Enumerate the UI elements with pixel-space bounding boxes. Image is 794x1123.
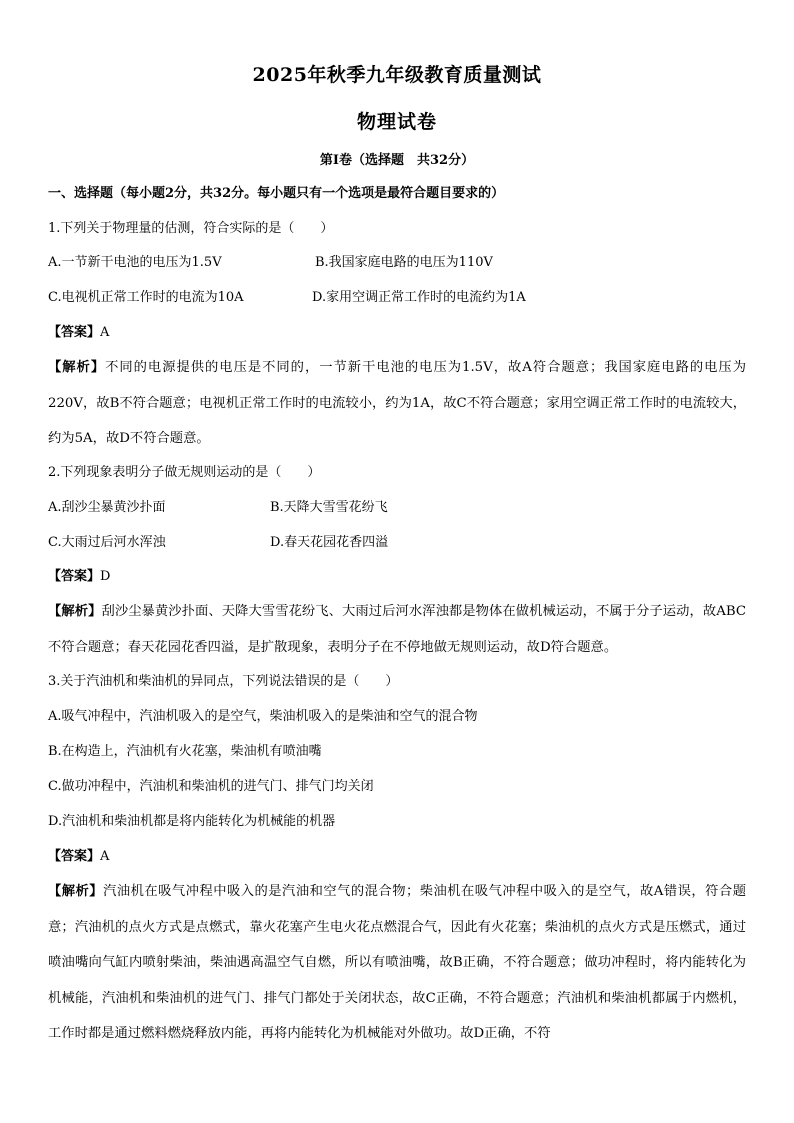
q3-stem: 3.关于汽油机和柴油机的异同点，下列说法错误的是（ ） [48,674,399,689]
q1-analysis-tag: 【解析】 [48,360,106,375]
q1-answer-value: A [100,325,110,340]
q2-option-d: D.春天花园花香四溢 [270,535,389,550]
q2-analysis [48,594,746,665]
exam-title: 2025年秋季九年级教育质量测试 [252,64,542,86]
q2-option-b: B.天降大雪雪花纷飞 [270,500,388,515]
q1-analysis [48,350,746,457]
q1-option-a: A.一节新干电池的电压为1.5V [48,255,222,270]
q3-option-c: C.做功冲程中，汽油机和柴油机的进气门、排气门均关闭 [48,779,374,794]
q1-analysis-text: 不同的电源提供的电压是不同的，一节新干电池的电压为1.5V，故A符合题意；我国家庭电路的电压为220V，故B不符合题意；电视机正常工作时的电流较小，约为1A，故C不符合题意；家用空调正常工作时的电流较大，约为5A，故D不符合题意。 [48,360,746,446]
q2-analysis-text: 刮沙尘暴黄沙扑面、天降大雪雪花纷飞、大雨过后河水浑浊都是物体在做机械运动，不属于分子运动，故ABC不符合题意；春天花园花香四溢，是扩散现象，表明分子在不停地做无规则运动，故D符合题意。 [48,604,747,655]
q3-answer-tag: 【答案】 [48,849,101,864]
q3-option-d: D.汽油机和柴油机都是将内能转化为机械能的机器 [48,814,336,829]
q3-analysis-text: 汽油机在吸气冲程中吸入的是汽油和空气的混合物；柴油机在吸气冲程中吸入的是空气，故A错误，符合题意；汽油机的点火方式是点燃式，靠火花塞产生电火花点燃混合气，因此有火花塞；柴油机的点火方式是压燃式，通过喷油嘴向气缸内喷射柴油，柴油遇高温空气自燃，所以有喷油嘴，故B正确，不符合题意；做功冲程时，将内能转化为机械能，汽油机和柴油机的进气门、排气门都处于关闭状态，故C正确，不符合题意；汽油机和柴油机都属于内燃机，工作时都是通过燃料燃烧释放内能，再将内能转化为机械能对外做功。故D正确，不符 [48,884,746,1041]
q2-analysis-tag: 【解析】 [48,604,102,619]
q2-answer-value: D [100,569,111,584]
q2-option-a: A.刮沙尘暴黄沙扑面 [48,500,166,515]
q1-answer [48,323,748,343]
q3-option-b: B.在构造上，汽油机有火花塞，柴油机有喷油嘴 [48,744,322,759]
q1-option-d: D.家用空调正常工作时的电流约为1A [312,290,526,305]
section-heading: 一、选择题（每小题2分，共32分。每小题只有一个选项是最符合题目要求的） [48,186,505,201]
q1-option-b: B.我国家庭电路的电压为110V [315,255,493,270]
volume-heading: 第Ⅰ卷（选择题 共32分） [319,153,475,168]
subject-title: 物理试卷 [356,111,437,133]
q2-option-c: C.大雨过后河水浑浊 [48,535,166,550]
q1-option-c: C.电视机正常工作时的电流为10A [48,290,244,305]
q3-analysis [48,874,746,1070]
q3-answer [48,847,748,867]
q2-answer [48,567,748,587]
q2-stem: 2.下列现象表明分子做无规则运动的是（ ） [48,465,321,480]
q3-option-a: A.吸气冲程中，汽油机吸入的是空气，柴油机吸入的是柴油和空气的混合物 [48,709,478,724]
q1-answer-tag: 【答案】 [48,325,101,340]
q3-analysis-tag: 【解析】 [48,884,104,899]
q2-answer-tag: 【答案】 [48,569,101,584]
q1-stem: 1.下列关于物理量的估测，符合实际的是（ ） [48,221,334,236]
q3-answer-value: A [100,849,110,864]
